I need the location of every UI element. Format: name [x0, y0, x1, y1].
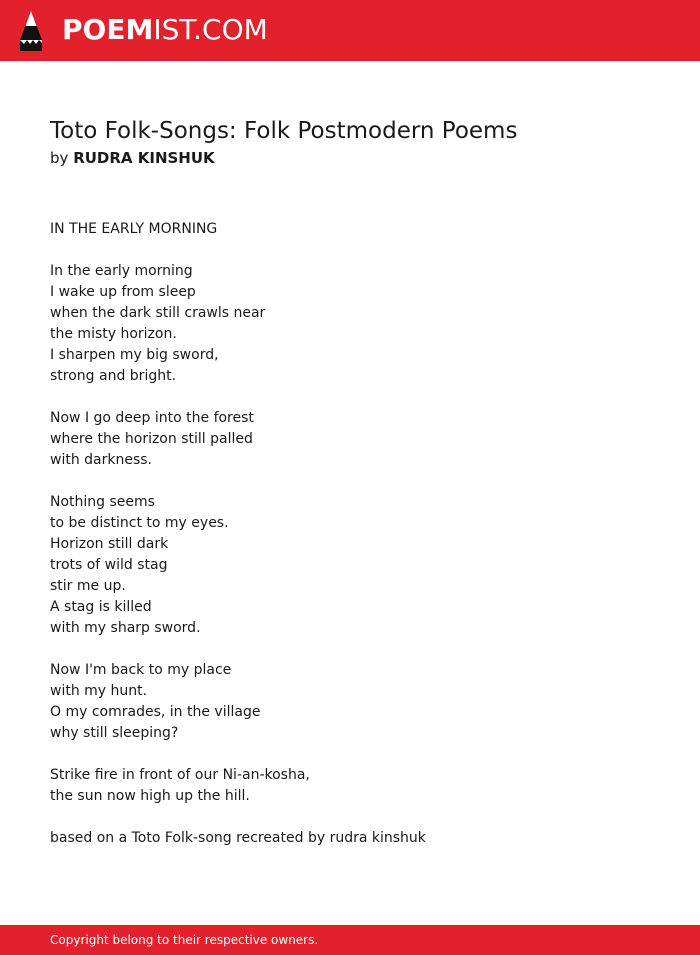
poem-line: the sun now high up the hill. [50, 788, 250, 804]
poem-line: strong and bright. [50, 368, 177, 384]
poem-line: with darkness. [50, 452, 153, 468]
poem-line: A stag is killed [50, 599, 152, 615]
poem-title: Toto Folk-Songs: Folk Postmodern Poems [50, 118, 518, 144]
poem-line: In the early morning [50, 263, 193, 279]
copyright-text: Copyright belong to their respective owners. [50, 933, 319, 947]
stanza-gap [50, 639, 650, 660]
poem-line: trots of wild stag [50, 557, 168, 573]
poem-line: why still sleeping? [50, 725, 179, 741]
poem-line: Horizon still dark [50, 536, 169, 552]
poem-line: Strike fire in front of our Ni-an-kosha, [50, 767, 310, 783]
byline [50, 148, 215, 169]
poem-heading: IN THE EARLY MORNING [50, 221, 218, 237]
poem-line: Nothing seems [50, 494, 155, 510]
poem-line: with my hunt. [50, 683, 148, 699]
poem-note: based on a Toto Folk-song recreated by rudra kinshuk [50, 830, 426, 846]
site-footer [0, 925, 700, 955]
stanza-gap [50, 807, 650, 828]
poem-line: when the dark still crawls near [50, 305, 266, 321]
poem-line: to be distinct to my eyes. [50, 515, 229, 531]
byline-label: by [50, 149, 69, 167]
poem-line: the misty horizon. [50, 326, 177, 342]
poem-line: stir me up. [50, 578, 126, 594]
stanza-gap [50, 744, 650, 765]
stanza-gap [50, 471, 650, 492]
author-name[interactable]: RUDRA KINSHUK [73, 149, 215, 167]
poem-line: Now I'm back to my place [50, 662, 232, 678]
stanza-gap [50, 240, 650, 261]
site-header [0, 0, 700, 61]
stanza-gap [50, 387, 650, 408]
poem-line: I wake up from sleep [50, 284, 196, 300]
logo-text-light: IST.COM [153, 13, 268, 46]
poem-body [50, 219, 650, 849]
poem-line: Now I go deep into the forest [50, 410, 254, 426]
poem-line: with my sharp sword. [50, 620, 201, 636]
pen-nib-icon[interactable] [18, 10, 44, 52]
poem-line: where the horizon still palled [50, 431, 253, 447]
logo-text-bold: POEM [62, 13, 154, 46]
site-logo-link[interactable] [62, 13, 268, 47]
poem-line: O my comrades, in the village [50, 704, 261, 720]
poem-line: I sharpen my big sword, [50, 347, 219, 363]
